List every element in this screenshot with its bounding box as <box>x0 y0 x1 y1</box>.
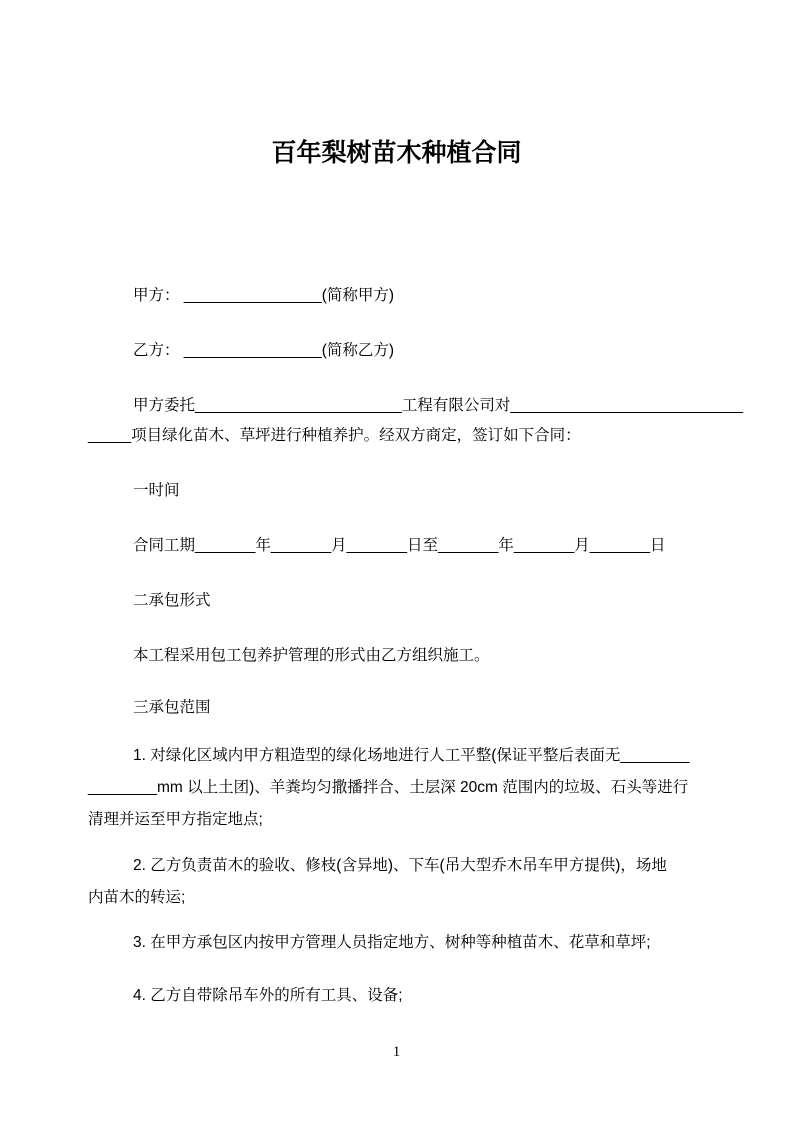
scope-item-4-line-1: 4. 乙方自带除吊车外的所有工具、设备; <box>133 987 403 1004</box>
section-3-heading: 三承包范围 <box>133 699 211 716</box>
contract-title: 百年梨树苗木种植合同 <box>271 139 522 167</box>
party-b-line: 乙方： ________________(简称乙方) <box>133 342 395 359</box>
scope-item-1-line-3: 清理并运至甲方指定地点; <box>88 811 263 828</box>
scope-item-1-line-2: ________mm 以上土团)、羊粪均匀撒播拌合、土层深 20cm 范围内的垃圾、石头等进行 <box>88 779 689 796</box>
preamble-line-1: 甲方委托________________________工程有限公司对___________________________ <box>133 397 744 414</box>
scope-item-2-line-2: 内苗木的转运; <box>88 889 186 906</box>
contract-duration-line: 合同工期_______年_______月_______日至_______年_______月_______日 <box>133 537 666 554</box>
scope-item-3-line-1: 3. 在甲方承包区内按甲方管理人员指定地方、树种等种植苗木、花草和草坪; <box>133 934 651 951</box>
party-a-line: 甲方： ________________(简称甲方) <box>133 287 395 304</box>
preamble-line-2: _____项目绿化苗木、草坪进行种植养护。经双方商定，签订如下合同： <box>88 427 581 444</box>
section-1-heading: 一时间 <box>133 482 180 499</box>
scope-item-2-line-1: 2. 乙方负责苗木的验收、修枝(含异地)、下车(吊大型乔木吊车甲方提供)，场地 <box>133 857 667 874</box>
page-number: 1 <box>392 1044 401 1060</box>
scope-item-1-line-1: 1. 对绿化区域内甲方粗造型的绿化场地进行人工平整(保证平整后表面无________ <box>133 747 690 764</box>
section-2-body: 本工程采用包工包养护管理的形式由乙方组织施工。 <box>133 647 490 664</box>
section-2-heading: 二承包形式 <box>133 592 211 609</box>
